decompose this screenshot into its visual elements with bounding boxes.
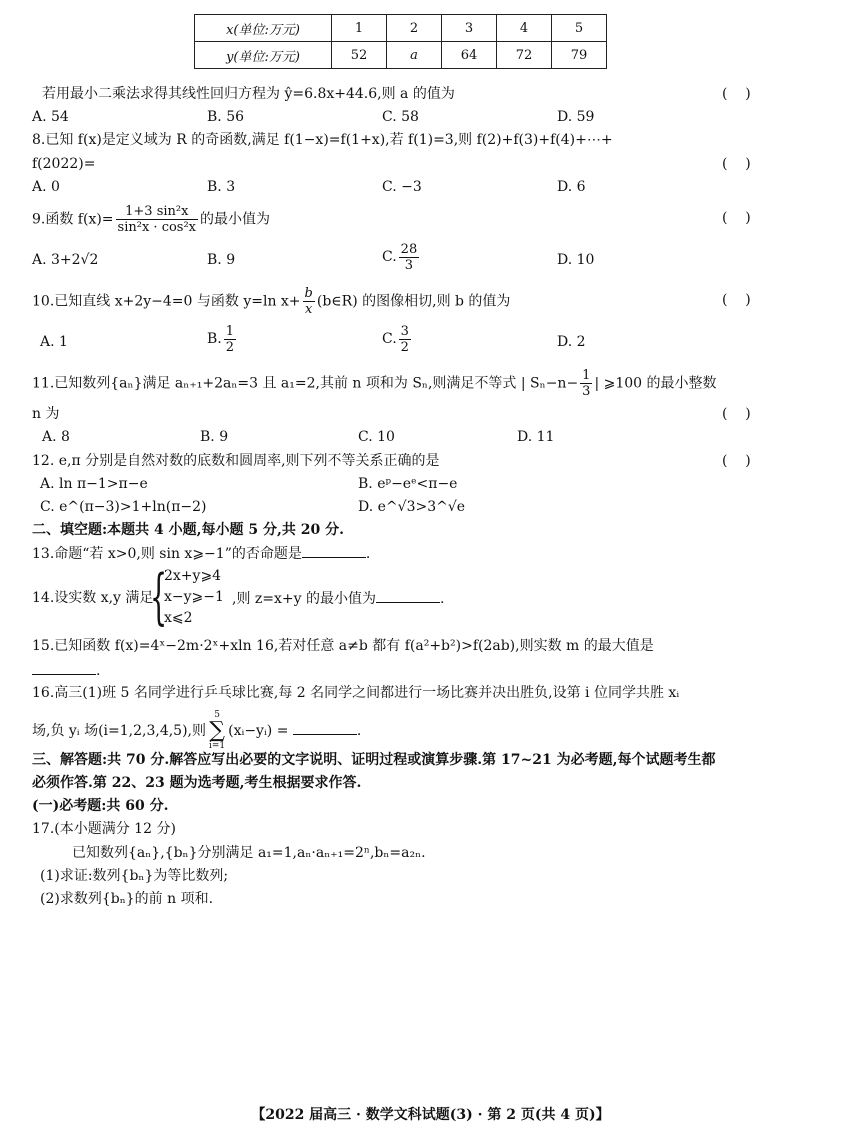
sum-lower-limit: i=1 xyxy=(209,741,226,751)
q7-option-c: C. 58 xyxy=(382,109,419,125)
q14-tail xyxy=(232,588,444,609)
q11-option-c: C. 10 xyxy=(358,429,395,445)
q17-stem: 已知数列{aₙ},{bₙ}分别满足 a₁=1,aₙ·aₙ₊₁=2ⁿ,bₙ=a₂ₙ. xyxy=(72,845,426,861)
q14-constraint: x⩽2 xyxy=(164,610,193,626)
q10-denominator: x xyxy=(305,302,313,317)
q11-option-d: D. 11 xyxy=(517,429,555,445)
q12-answer-paren: ( ) xyxy=(722,453,751,469)
q13-stem: 13.命题“若 x>0,则 sin x⩾−1”的否命题是 xyxy=(32,546,302,562)
table-cell: 52 xyxy=(332,42,387,69)
table-cell: 79 xyxy=(552,42,607,69)
q8-option-b: B. 3 xyxy=(207,179,236,195)
q13 xyxy=(32,543,771,564)
section-2-heading: 二、填空题:本题共 4 小题,每小题 5 分,共 20 分. xyxy=(32,522,344,538)
q10-option-a: A. 1 xyxy=(40,334,68,350)
q14-answer-blank xyxy=(376,588,440,603)
q9-option-c-numerator: 28 xyxy=(400,241,418,257)
q17-part-1: (1)求证:数列{bₙ}为等比数列; xyxy=(40,868,229,884)
q12-stem: 12. e,π 分别是自然对数的底数和圆周率,则下列不等关系正确的是 xyxy=(32,453,440,469)
q7-option-d: D. 59 xyxy=(557,109,595,125)
q8-option-d: D. 6 xyxy=(557,179,586,195)
q15-end: . xyxy=(96,663,101,679)
q14-constraint: 2x+y⩾4 xyxy=(164,568,222,584)
q8-stem: 8.已知 f(x)是定义域为 R 的奇函数,满足 f(1−x)=f(1+x),若 f(1)=3,则 f(2)+f(3)+f(4)+⋯+ xyxy=(32,132,613,148)
q11-fraction xyxy=(580,368,592,399)
q9-denominator: sin²x · cos²x xyxy=(117,220,197,235)
q10-option-b-denominator: 2 xyxy=(225,339,235,355)
q16-stem-a: 场,负 yᵢ 场(i=1,2,3,4,5),则 xyxy=(32,723,206,739)
q14-end: . xyxy=(440,591,445,607)
q9-option-a: A. 3+2√2 xyxy=(32,252,99,268)
q14-prefix: 14.设实数 x,y 满足 xyxy=(32,590,154,606)
q17-part-2: (2)求数列{bₙ}的前 n 项和. xyxy=(40,891,214,907)
q16-stem: 16.高三(1)班 5 名同学进行乒乓球比赛,每 2 名同学之间都进行一场比赛并决出胜负,设第 i 位同学共胜 xᵢ xyxy=(32,685,680,701)
q8-option-a: A. 0 xyxy=(32,179,60,195)
q9-numerator: 1+3 sin²x xyxy=(116,204,198,220)
q9-prefix: 9.函数 f(x)= xyxy=(32,211,114,228)
section-3-heading-cont: 必须作答.第 22、23 题为选考题,考生根据要求作答. xyxy=(32,775,362,791)
q10-option-c xyxy=(382,322,413,356)
q14-constraint: x−y⩾−1 xyxy=(164,589,224,605)
table-row xyxy=(195,15,607,42)
q10-option-d: D. 2 xyxy=(557,334,586,350)
q15-answer xyxy=(32,660,771,681)
sigma-icon: ∑ xyxy=(209,718,225,743)
q9-answer-paren: ( ) xyxy=(722,210,751,226)
q9-option-b: B. 9 xyxy=(207,252,236,268)
q10-suffix: (b∈R) 的图像相切,则 b 的值为 xyxy=(316,293,511,310)
q8-stem-cont: f(2022)= xyxy=(32,156,96,172)
table-cell: 4 xyxy=(497,15,552,42)
table-header-x: x(单位:万元) xyxy=(195,15,332,42)
table-row xyxy=(195,42,607,69)
q12-option-a: A. ln π−1>π−e xyxy=(40,476,148,492)
q10-option-c-fraction xyxy=(399,324,411,355)
section-3-heading: 三、解答题:共 70 分.解答应写出必要的文字说明、证明过程或演算步骤.第 17~21 为必考题,每个试题考生都 xyxy=(32,752,716,768)
data-table xyxy=(194,14,607,69)
q11-numerator: 1 xyxy=(582,368,591,383)
q9-suffix: 的最小值为 xyxy=(200,211,271,228)
q11-stem xyxy=(32,368,781,399)
q8-answer-paren: ( ) xyxy=(722,156,751,172)
table-cell: a xyxy=(387,42,442,69)
table-cell: 64 xyxy=(442,42,497,69)
table-cell: 2 xyxy=(387,15,442,42)
q9-option-d: D. 10 xyxy=(557,252,595,268)
q15-answer-blank xyxy=(32,660,96,675)
q13-end: . xyxy=(365,546,371,562)
table-cell: 1 xyxy=(332,15,387,42)
summation-icon xyxy=(209,710,225,752)
left-brace-icon: { xyxy=(150,562,168,632)
q11-stem-cont: n 为 xyxy=(32,406,60,422)
q10-option-c-denominator: 2 xyxy=(400,339,409,355)
q7-option-a: A. 54 xyxy=(32,109,69,125)
q9-fraction xyxy=(116,204,198,235)
q9-option-c-label: C. xyxy=(382,249,397,265)
q16-end: . xyxy=(356,723,362,739)
q13-answer-blank xyxy=(302,543,366,558)
table-cell: 72 xyxy=(497,42,552,69)
subsection-1-heading: (一)必考题:共 60 分. xyxy=(32,798,169,814)
table-cell: 3 xyxy=(442,15,497,42)
q10-option-b xyxy=(207,322,238,356)
q11-answer-paren: ( ) xyxy=(722,406,751,422)
q9-stem xyxy=(32,204,771,235)
q10-option-b-numerator: 1 xyxy=(225,323,235,339)
sum-upper-limit: 5 xyxy=(214,710,220,720)
q11-stem-a: 11.已知数列{aₙ}满足 aₙ₊₁+2aₙ=3 且 a₁=2,其前 n 项和为 Sₙ,则满足不等式 | Sₙ−n− xyxy=(32,375,579,392)
q11-option-a: A. 8 xyxy=(42,429,70,445)
q10-numerator: b xyxy=(304,286,313,301)
q14-suffix: ,则 z=x+y 的最小值为 xyxy=(232,591,376,607)
q16-stem-cont xyxy=(32,710,771,752)
q11-stem-b: | ⩾100 的最小整数 xyxy=(594,375,717,392)
q8-option-c: C. −3 xyxy=(382,179,422,195)
q9-option-c xyxy=(382,240,421,274)
table-cell: 5 xyxy=(552,15,607,42)
q16-answer-blank xyxy=(293,720,357,735)
q16-stem-b: (xᵢ−yᵢ) = xyxy=(228,723,289,739)
q12-option-d: D. e^√3>3^√e xyxy=(358,499,466,515)
q10-option-c-numerator: 3 xyxy=(400,323,409,339)
table-header-y: y(单位:万元) xyxy=(195,42,332,69)
q10-option-b-label: B. xyxy=(207,331,222,347)
q11-option-b: B. 9 xyxy=(200,429,229,445)
q9-option-c-fraction xyxy=(399,242,420,273)
q12-option-b: B. eᵖ−eᵉ<π−e xyxy=(358,476,458,492)
q10-stem xyxy=(32,286,771,317)
page-footer: 【2022 届高三 · 数学文科试题(3) · 第 2 页(共 4 页)】 xyxy=(251,1107,610,1123)
q7-option-b: B. 56 xyxy=(207,109,245,125)
q10-answer-paren: ( ) xyxy=(722,292,751,308)
q10-option-b-fraction xyxy=(224,324,236,355)
q12-option-c: C. e^(π−3)>1+ln(π−2) xyxy=(40,499,207,515)
q10-prefix: 10.已知直线 x+2y−4=0 与函数 y=ln x+ xyxy=(32,293,301,310)
q17-title: 17.(本小题满分 12 分) xyxy=(32,821,176,837)
q9-option-c-denominator: 3 xyxy=(404,257,414,273)
q15-stem: 15.已知函数 f(x)=4ˣ−2m·2ˣ+xln 16,若对任意 a≠b 都有 f(a²+b²)>f(2ab),则实数 m 的最大值是 xyxy=(32,638,654,654)
q11-denominator: 3 xyxy=(582,384,591,399)
q10-option-c-label: C. xyxy=(382,331,397,347)
q7-answer-paren: ( ) xyxy=(722,86,751,102)
q10-fraction xyxy=(303,286,315,317)
q7-stem: 若用最小二乘法求得其线性回归方程为 ŷ=6.8x+44.6,则 a 的值为 xyxy=(42,86,455,102)
